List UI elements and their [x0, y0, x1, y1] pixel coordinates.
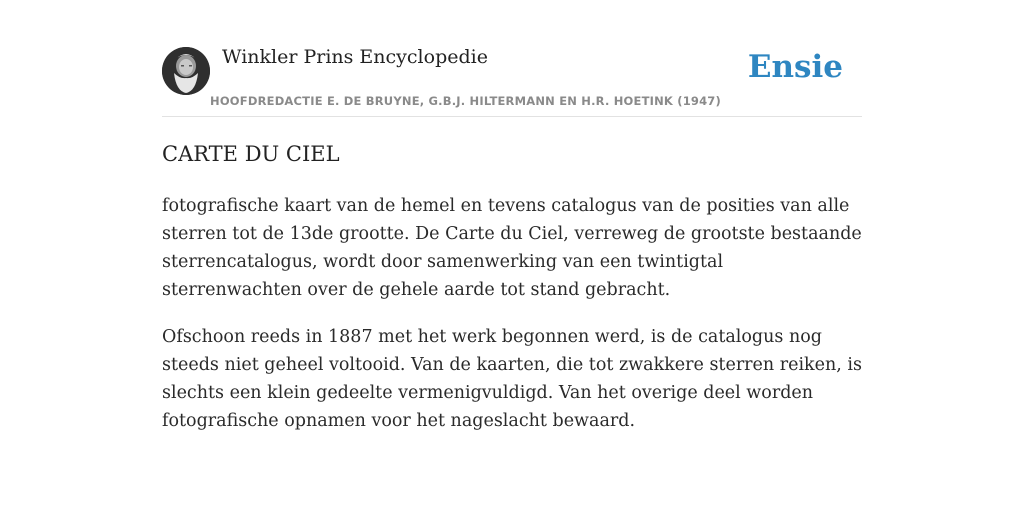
entry-paragraph: fotografische kaart van de hemel en tevens catalogus van de posities van alle sterren tot de 13de grootte. De Carte du Ciel, verreweg de grootste bestaande sterrencatalogus, wordt door samenwerking van een twintigtal sterrenwachten over de gehele aarde tot stand gebracht. [162, 196, 862, 300]
entry-paragraph: Ofschoon reeds in 1887 met het werk begonnen werd, is de catalogus nog steeds niet geheel voltooid. Van de kaarten, die tot zwakkere sterren reiken, is slechts een klein gedeelte vermenigvuldigd. Van het overige deel worden fotografische opnamen voor het nageslacht bewaard. [162, 327, 862, 431]
publication-title[interactable]: Winkler Prins Encyclopedie [222, 46, 488, 68]
publication-editors: HOOFDREDACTIE E. DE BRUYNE, G.B.J. HILTERMANN EN H.R. HOETINK (1947) [210, 94, 721, 108]
ensie-logo[interactable]: Ensie [747, 49, 843, 85]
bearded-man-portrait-icon [162, 47, 210, 95]
entry-body [162, 192, 862, 454]
publication-avatar[interactable] [162, 47, 210, 95]
entry-title: CARTE DU CIEL [162, 142, 340, 166]
publication-header [162, 40, 862, 117]
